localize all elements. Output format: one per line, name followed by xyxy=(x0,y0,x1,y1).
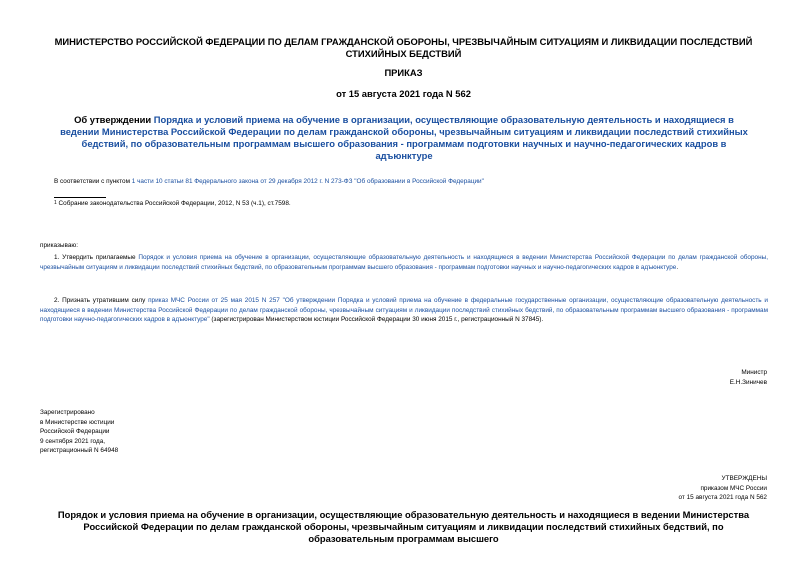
approval-line: приказом МЧС России xyxy=(700,484,767,492)
document-type: ПРИКАЗ xyxy=(384,67,423,78)
registration-line: регистрационный N 64948 xyxy=(40,447,119,455)
footnote-text: Собрание законодательства Российской Федерации, 2012, N 53 (ч.1), ст.7598. xyxy=(56,200,291,207)
footnote xyxy=(54,199,754,209)
federal-law-link[interactable]: 1 части 10 статьи 81 Федерального закона от 29 декабря 2012 г. N 273-ФЗ "Об образовании в Российской Федерации" xyxy=(131,178,484,185)
preamble-paragraph xyxy=(54,177,754,187)
ministry-heading: МИНИСТЕРСТВО РОССИЙСКОЙ ФЕДЕРАЦИИ ПО ДЕЛАМ ГРАЖДАНСКОЙ ОБОРОНЫ, ЧРЕЗВЫЧАЙНЫМ СИТУАЦИЯМ И ЛИКВИДАЦИИ ПОСЛЕДСТВИЙ СТИХИЙНЫХ БЕДСТВИЙ xyxy=(54,36,753,59)
order-item-1 xyxy=(40,253,768,272)
procedure-link[interactable]: Порядок и условия приема на обучение в организации, осуществляющие образовательную деятельность и находящиеся в ведении Министерства Российской Федерации по делам гражданской обороны, чрезвычайным ситуациям и ликвидации последствий стихийных бедствий, по образовательным программам высшего образования - программам подготовки научных и научно-педагогических кадров в адъюнктуре xyxy=(40,254,768,271)
prikazyvayu-label: приказываю: xyxy=(40,242,78,249)
registration-line: Зарегистрировано xyxy=(40,409,95,416)
order-subject xyxy=(60,114,748,162)
registration-line: 9 сентября 2021 года, xyxy=(40,437,106,445)
signature-block xyxy=(560,368,767,387)
repealed-order-link[interactable]: приказ МЧС России от 25 мая 2015 N 257 "Об утверждении Порядка и условий приема на обучение в федеральные государственные организации, осуществляющие образовательную деятельность и находящиеся в ведении Министерства Российской Федерации по делам гражданской обороны, чрезвычайным ситуациям и ликвидации последствий стихийных бедствий, по образовательным программам высшего образования - программам подготовки научно-педагогических кадров в адъюнктуре" xyxy=(40,297,768,324)
item1-prefix: 1. Утвердить прилагаемые xyxy=(54,254,139,261)
item2-prefix: 2. Признать утратившим силу xyxy=(54,297,149,304)
item1-suffix: . xyxy=(676,263,679,271)
footnote-mark: 1 xyxy=(54,200,57,206)
subject-prefix: Об утверждении xyxy=(74,114,154,125)
subject-link[interactable]: Порядка и условий приема на обучение в организации, осуществляющие образовательную деятельность и находящиеся в ведении Министерства Российской Федерации по делам гражданской обороны, чрезвычайным ситуациям и ликвидации последствий стихийных бедствий, по образовательным программам высшего образования - программам подготовки научных и научно-педагогических кадров в адъюнктуре xyxy=(60,114,748,161)
signature-title: Министр xyxy=(741,369,767,376)
approval-line: УТВЕРЖДЕНЫ xyxy=(721,475,767,482)
approval-block xyxy=(560,474,767,503)
registration-block xyxy=(40,408,260,456)
registration-line: в Министерстве юстиции xyxy=(40,418,115,426)
order-date-number: от 15 августа 2021 года N 562 xyxy=(336,88,471,99)
approval-line: от 15 августа 2021 года N 562 xyxy=(678,494,767,502)
order-item-2 xyxy=(40,296,768,325)
item2-suffix: (зарегистрирован Министерством юстиции Российской Федерации 30 июня 2015 г., регистрационный N 37845). xyxy=(209,316,544,324)
registration-line: Российской Федерации xyxy=(40,428,110,436)
footnote-divider xyxy=(54,197,106,198)
signature-name: Е.Н.Зиничев xyxy=(729,378,767,386)
preamble-prefix: В соответствии с пунктом xyxy=(54,178,132,185)
annex-title: Порядок и условия приема на обучение в организации, осуществляющие образовательную деятельность и находящиеся в ведении Министерства Российской Федерации по делам гражданской обороны, чрезвычайным ситуациям и ликвидации последствий стихийных бедствий, по образовательным программам высшего xyxy=(57,509,750,544)
